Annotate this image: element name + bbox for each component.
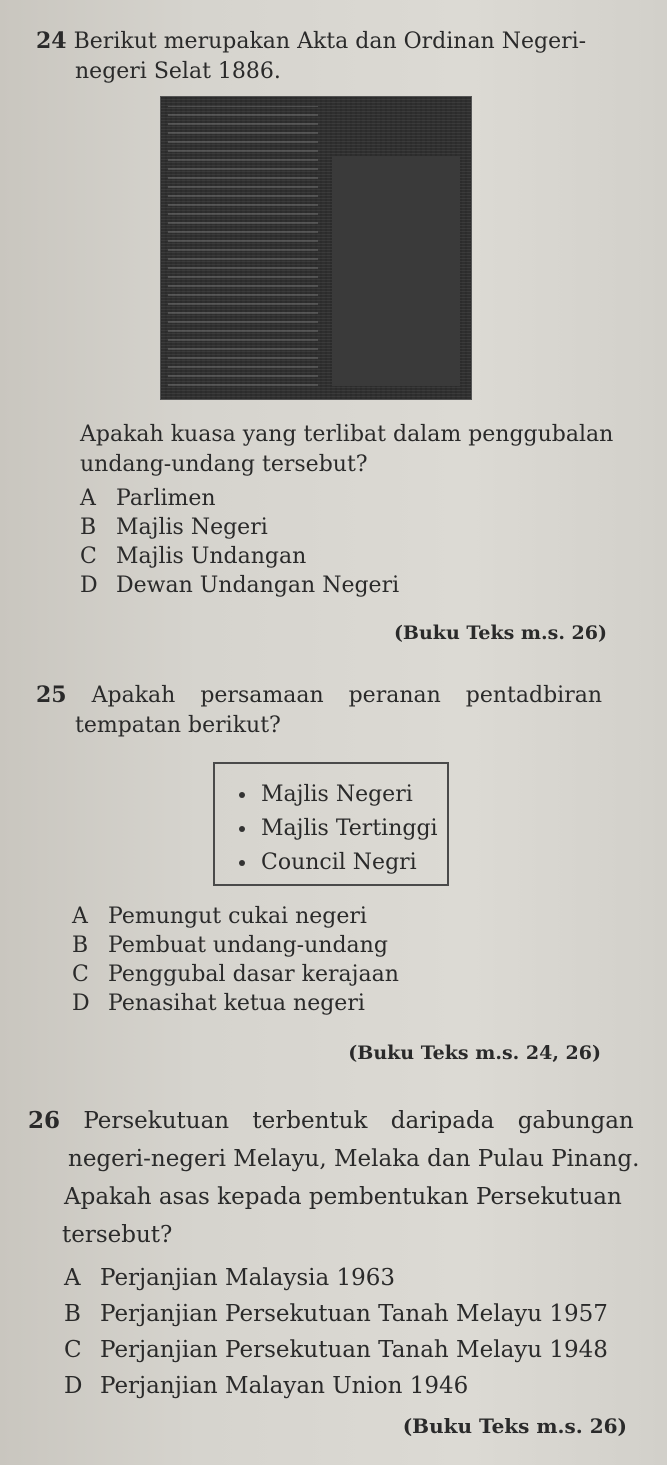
- q25-stem-line1: Apakah persamaan peranan pentadbiran: [91, 683, 603, 708]
- local-admin-box: [213, 762, 449, 886]
- q24-question-line2: undang-undang tersebut?: [80, 452, 368, 477]
- question-26: [28, 1102, 646, 1404]
- option-letter: C: [64, 1337, 82, 1363]
- option-text: Perjanjian Persekutuan Tanah Melayu 1948: [100, 1337, 608, 1363]
- q24-reference: (Buku Teks m.s. 26): [393, 622, 607, 644]
- q24-number: 24: [36, 28, 67, 54]
- option-letter: B: [64, 1301, 81, 1327]
- bullet-icon: [239, 826, 245, 832]
- q25-option-b[interactable]: [72, 931, 632, 960]
- option-text: Majlis Undangan: [116, 544, 307, 569]
- option-text: Dewan Undangan Negeri: [116, 573, 400, 598]
- option-text: Perjanjian Malaysia 1963: [100, 1265, 396, 1291]
- q26-number: 26: [28, 1107, 61, 1134]
- q24-stem-line2: negeri Selat 1886.: [75, 59, 281, 84]
- option-letter: C: [72, 962, 89, 987]
- document-photo: [160, 96, 472, 400]
- option-letter: B: [72, 933, 89, 958]
- box-item: [239, 812, 447, 846]
- box-item: [239, 846, 447, 880]
- q24-options: [80, 484, 640, 600]
- q26-stem: [28, 1102, 646, 1140]
- box-item-text: Majlis Tertinggi: [261, 816, 438, 841]
- q24-question-line1: Apakah kuasa yang terlibat dalam penggubalan: [80, 422, 614, 447]
- q26-stem-line3: Apakah asas kepada pembentukan Persekutuan: [64, 1184, 622, 1210]
- q25-option-c[interactable]: [72, 960, 632, 989]
- option-letter: A: [72, 904, 88, 929]
- document-dark-panel: [332, 156, 460, 386]
- q26-stem-line4: tersebut?: [62, 1222, 173, 1248]
- q26-stem-line1: Persekutuan terbentuk daripada gabungan: [83, 1108, 634, 1134]
- q24-option-a[interactable]: [80, 484, 640, 513]
- q25-number: 25: [36, 682, 67, 708]
- q26-options: [28, 1260, 646, 1404]
- q25-stem-line2: tempatan berikut?: [75, 713, 281, 738]
- q24-option-c[interactable]: [80, 542, 640, 571]
- bullet-icon: [239, 860, 245, 866]
- option-text: Parlimen: [116, 486, 216, 511]
- box-item-text: Council Negri: [261, 850, 417, 875]
- q25-options: [72, 902, 632, 1018]
- q26-stem-line2: negeri-negeri Melayu, Melaka dan Pulau Pinang.: [68, 1146, 640, 1172]
- option-letter: B: [80, 515, 97, 540]
- q26-option-a[interactable]: [64, 1260, 646, 1296]
- option-text: Perjanjian Malayan Union 1946: [100, 1373, 469, 1399]
- q25-option-d[interactable]: [72, 989, 632, 1018]
- q26-reference: (Buku Teks m.s. 26): [402, 1414, 627, 1438]
- q24-stem: [36, 26, 646, 57]
- q24-option-d[interactable]: [80, 571, 640, 600]
- q24-stem-line1: Berikut merupakan Akta dan Ordinan Negeri-: [73, 29, 587, 54]
- q25-stem: [36, 680, 646, 711]
- q24-question: [80, 420, 640, 600]
- q26-option-b[interactable]: [64, 1296, 646, 1332]
- option-text: Pemungut cukai negeri: [108, 904, 367, 929]
- option-text: Perjanjian Persekutuan Tanah Melayu 1957: [100, 1301, 608, 1327]
- option-text: Penasihat ketua negeri: [108, 991, 365, 1016]
- q26-option-d[interactable]: [64, 1368, 646, 1404]
- question-25: [36, 680, 646, 741]
- q26-option-c[interactable]: [64, 1332, 646, 1368]
- option-text: Penggubal dasar kerajaan: [108, 962, 399, 987]
- box-item: [239, 778, 447, 812]
- option-text: Majlis Negeri: [116, 515, 268, 540]
- document-text-lines: [168, 106, 318, 386]
- box-item-text: Majlis Negeri: [261, 782, 413, 807]
- option-letter: D: [80, 573, 98, 598]
- q25-option-a[interactable]: [72, 902, 632, 931]
- option-letter: A: [64, 1265, 81, 1291]
- option-text: Pembuat undang-undang: [108, 933, 388, 958]
- option-letter: D: [64, 1373, 83, 1399]
- option-letter: A: [80, 486, 96, 511]
- question-24: [36, 26, 646, 87]
- option-letter: C: [80, 544, 97, 569]
- q25-reference: (Buku Teks m.s. 24, 26): [348, 1042, 601, 1064]
- bullet-icon: [239, 792, 245, 798]
- q24-option-b[interactable]: [80, 513, 640, 542]
- option-letter: D: [72, 991, 90, 1016]
